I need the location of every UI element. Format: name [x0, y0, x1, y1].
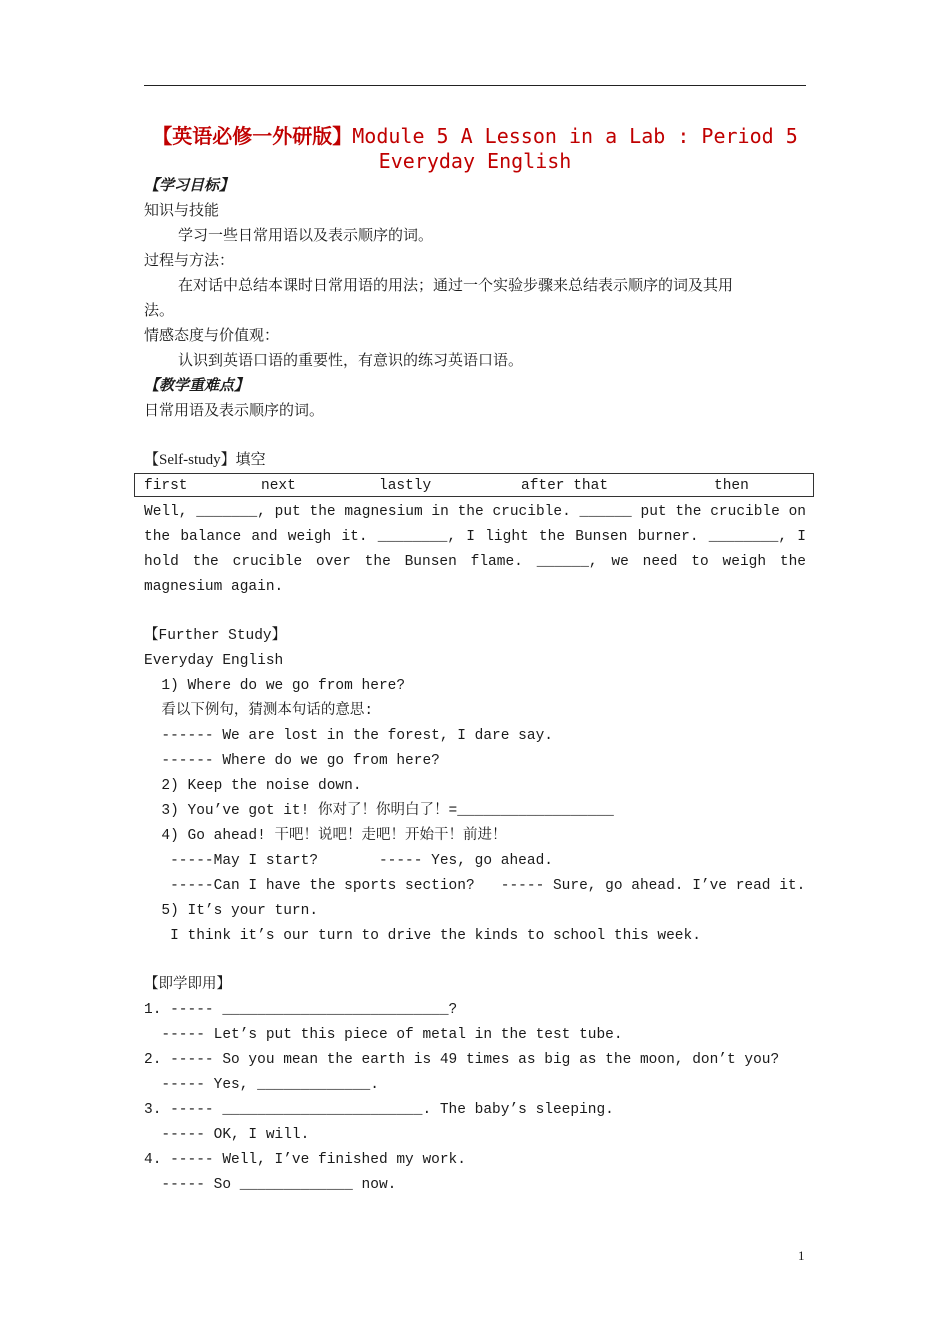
self-study-heading: 【Self-study】填空	[144, 452, 266, 468]
emotion-text: 认识到英语口语的重要性，有意识的练习英语口语。	[178, 351, 524, 369]
emotion-label: 情感态度与价值观：	[144, 326, 280, 344]
practice-line: 3. ----- _______________________. The baby’s sleeping.	[144, 1102, 614, 1118]
title-line2: Everyday English	[378, 149, 572, 173]
title-prefix: 【英语必修一外研版】	[152, 124, 353, 148]
further-study-line: 2) Keep the noise down.	[144, 778, 362, 794]
practice-line: 4. ----- Well, I’ve finished my work.	[144, 1152, 466, 1168]
page-title	[144, 124, 806, 174]
practice-line: 1. ----- __________________________?	[144, 1002, 458, 1018]
further-study-line: 1) Where do we go from here?	[144, 678, 406, 694]
practice-line: ----- OK, I will.	[144, 1127, 310, 1143]
further-study-line: 看以下例句，猜测本句话的意思:	[144, 703, 374, 719]
key-points-text: 日常用语及表示顺序的词。	[144, 401, 325, 419]
further-study-line: 5) It’s your turn.	[144, 903, 319, 919]
further-study-subheading: Everyday English	[144, 653, 284, 669]
objectives-heading: 【学习目标】	[144, 176, 235, 194]
practice-line: ----- Yes, _____________.	[144, 1077, 379, 1093]
page-number: 1	[798, 1248, 805, 1263]
title-line1: Module 5 A Lesson in a Lab : Period 5	[352, 124, 798, 148]
knowledge-label: 知识与技能	[144, 201, 220, 219]
header-rule	[144, 85, 806, 86]
further-study-line: ------ Where do we go from here?	[144, 753, 440, 769]
practice-line: ----- Let’s put this piece of metal in the test tube.	[144, 1027, 623, 1043]
word-bank-item: then	[714, 478, 749, 494]
further-study-line: ------ We are lost in the forest, I dare say.	[144, 728, 553, 744]
further-study-line: -----Can I have the sports section? ----- Sure, go ahead. I’ve read it.	[144, 878, 806, 894]
word-bank-item: first	[144, 478, 188, 494]
word-bank-box	[134, 473, 814, 497]
key-points-heading: 【教学重难点】	[144, 376, 250, 394]
practice-line: ----- So _____________ now.	[144, 1177, 397, 1193]
practice-line: 2. ----- So you mean the earth is 49 times as big as the moon, don’t you?	[144, 1052, 780, 1068]
further-study-heading: 【Further Study】	[144, 628, 287, 644]
knowledge-text: 学习一些日常用语以及表示顺序的词。	[178, 226, 434, 244]
further-study-line: 4) Go ahead! 干吧！说吧！走吧！开始干！前进！	[144, 828, 507, 844]
further-study-line: I think it’s our turn to drive the kinds to school this week.	[144, 928, 701, 944]
further-study-line: 3) You’ve got it! 你对了！你明白了！=__________________	[144, 803, 614, 819]
process-text-1: 在对话中总结本课时日常用语的用法；通过一个实验步骤来总结表示顺序的词及其用	[178, 276, 734, 294]
word-bank-item: after that	[521, 478, 609, 494]
word-bank-item: next	[261, 478, 296, 494]
word-bank-item: lastly	[379, 478, 432, 494]
self-study-passage: Well, _______, put the magnesium in the crucible. ______ put the crucible on the balance and weigh it. ________, I light the Bunsen burner. ________, I hold the crucible over the Bunsen flame. ______, we need to weigh the magnesium again.	[144, 504, 806, 595]
process-text-2: 法。	[144, 301, 175, 319]
practice-heading: 【即学即用】	[144, 977, 231, 993]
further-study-line: -----May I start? ----- Yes, go ahead.	[144, 853, 553, 869]
process-label: 过程与方法：	[144, 251, 235, 269]
